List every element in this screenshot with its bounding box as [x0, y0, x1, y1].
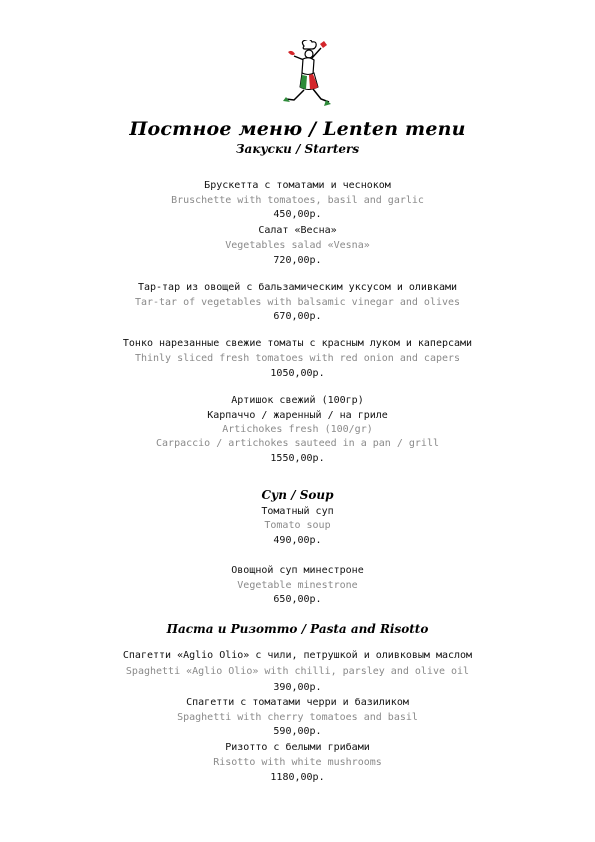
- item-price: 650,00р.: [273, 594, 322, 605]
- item-price: 1050,00р.: [270, 368, 325, 379]
- menu-title: Постное меню / Lenten menu: [129, 118, 466, 140]
- item-en: Bruschette with tomatoes, basil and garlic: [171, 195, 424, 206]
- item-price: 1180,00р.: [270, 772, 325, 783]
- item-ru: Овощной суп минестроне: [231, 565, 364, 576]
- item-price: 590,00р.: [273, 726, 322, 737]
- item-price: 450,00р.: [273, 209, 322, 220]
- item-ru: Артишок свежий (100гр): [231, 395, 364, 406]
- item-ru: Тар-тар из овощей с бальзамическим уксусом и оливками: [137, 282, 458, 293]
- item-ru: Томатный суп: [261, 506, 334, 517]
- item-en: Vegetable minestrone: [237, 580, 358, 591]
- item-en: Spaghetti «Aglio Olio» with chilli, parsley and olive oil: [125, 666, 470, 677]
- item-en: Vegetables salad «Vesna»: [225, 240, 370, 251]
- item-price: 1550,00р.: [270, 453, 325, 464]
- item-price: 720,00р.: [273, 255, 322, 266]
- item-en-line2: Carpaccio / artichokes sauteed in a pan / grill: [156, 438, 439, 449]
- item-price: 490,00р.: [273, 535, 322, 546]
- item-en: Spaghetti with cherry tomatoes and basil: [177, 712, 418, 723]
- chef-running-icon: [282, 40, 332, 112]
- item-ru: Спагетти «Aglio Olio» с чили, петрушкой и оливковым маслом: [122, 650, 473, 661]
- item-ru: Брускетта с томатами и чесноком: [204, 180, 391, 191]
- section-heading-pasta: Паста и Ризотто / Pasta and Risotto: [166, 622, 429, 636]
- item-en: Risotto with white mushrooms: [213, 757, 382, 768]
- item-en: Artichokes fresh (100/gr): [222, 424, 373, 435]
- item-price: 390,00р.: [273, 682, 322, 693]
- section-heading-soup: Суп / Soup: [261, 488, 334, 502]
- item-ru-line2: Карпаччо / жаренный / на гриле: [207, 410, 388, 421]
- item-ru: Тонко нарезанные свежие томаты с красным луком и каперсами: [122, 338, 473, 349]
- item-en: Tar-tar of vegetables with balsamic vinegar and olives: [134, 297, 461, 308]
- item-en: Tomato soup: [264, 520, 331, 531]
- item-ru: Спагетти с томатами черри и базиликом: [186, 697, 409, 708]
- item-price: 670,00р.: [273, 311, 322, 322]
- item-ru: Салат «Весна»: [258, 225, 337, 236]
- item-ru: Ризотто с белыми грибами: [225, 742, 370, 753]
- section-heading-starters: Закуски / Starters: [235, 142, 360, 156]
- item-en: Thinly sliced fresh tomatoes with red onion and capers: [134, 353, 461, 364]
